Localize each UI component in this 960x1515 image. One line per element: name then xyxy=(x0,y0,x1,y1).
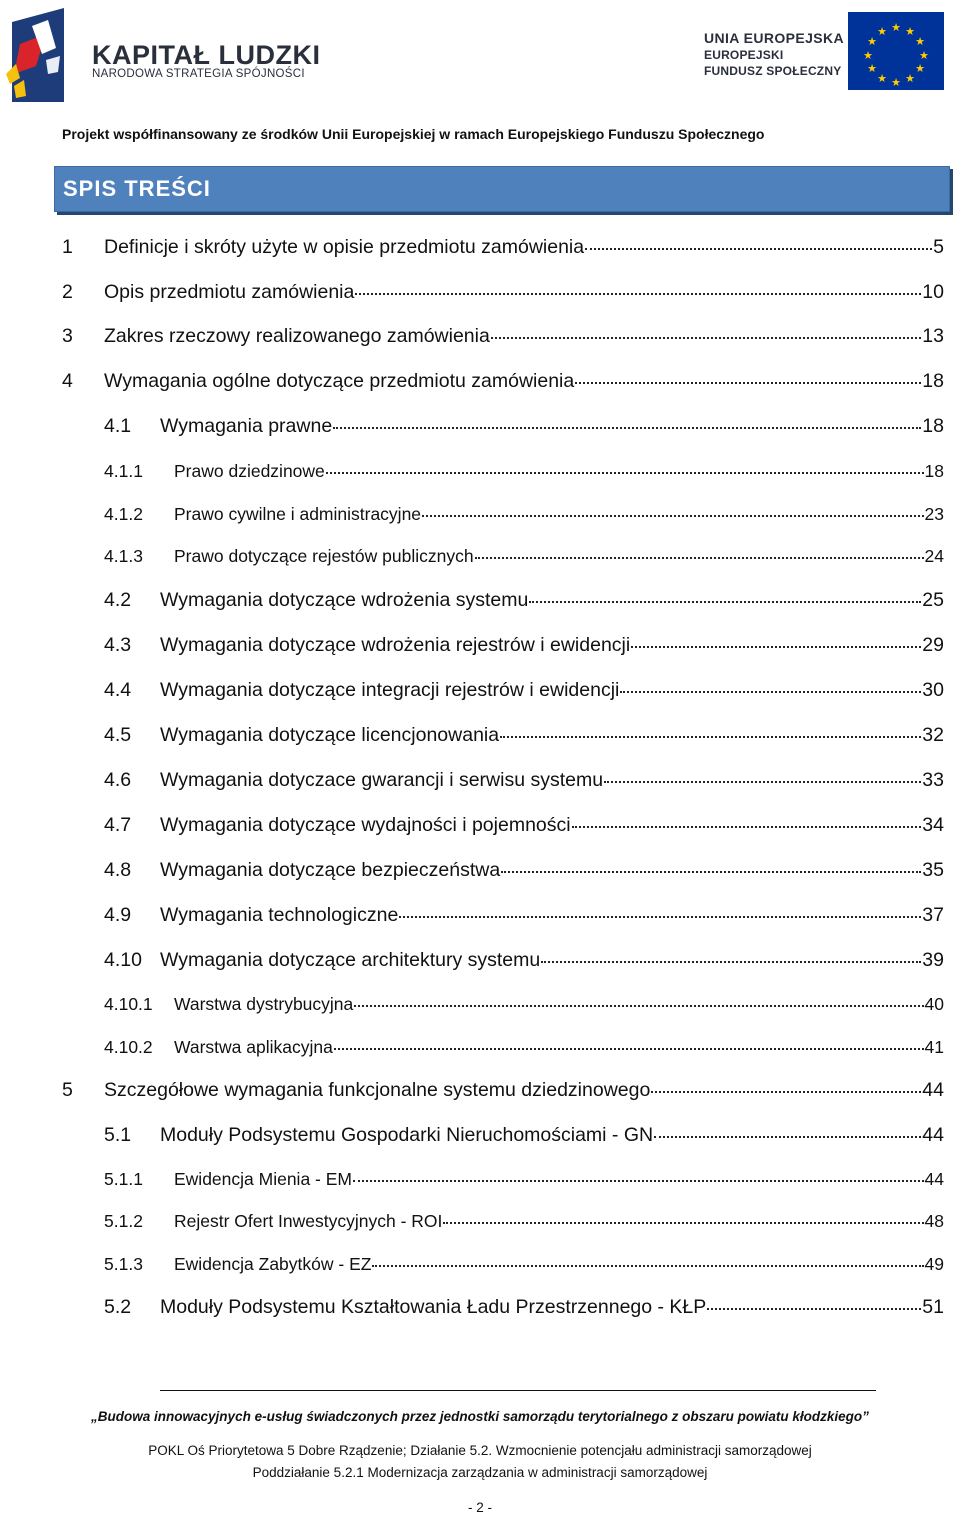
toc-leader-dots xyxy=(353,1180,924,1182)
toc-entry-title: Wymagania dotyczące architektury systemu xyxy=(160,949,541,971)
svg-text:★: ★ xyxy=(867,62,877,75)
toc-entry-number: 5.1.1 xyxy=(104,1169,143,1189)
toc-leader-dots xyxy=(631,646,921,648)
toc-entry-number: 4.10.2 xyxy=(104,1037,153,1057)
toc-entry-page: 34 xyxy=(922,814,944,836)
toc-leader-dots xyxy=(541,961,921,963)
kapital-ludzki-subtitle: NARODOWA STRATEGIA SPÓJNOŚCI xyxy=(92,68,305,80)
toc-entry-title: Wymagania prawne xyxy=(160,415,333,437)
toc-entry-page: 44 xyxy=(924,1169,944,1189)
toc-entry-title: Wymagania technologiczne xyxy=(160,904,399,926)
toc-entry-title: Ewidencja Mienia - EM xyxy=(174,1169,352,1189)
toc-entry-page: 29 xyxy=(922,634,944,656)
toc-entry-title: Definicje i skróty użyte w opisie przedmiotu zamówienia xyxy=(104,236,585,258)
toc-entry-title: Szczegółowe wymagania funkcjonalne systemu dziedzinowego xyxy=(104,1079,651,1101)
toc-leader-dots xyxy=(529,601,921,603)
toc-entry-page: 5 xyxy=(933,236,944,258)
toc-entry-number: 3 xyxy=(62,325,73,347)
toc-leader-dots xyxy=(707,1308,921,1310)
toc-entry[interactable] xyxy=(104,1254,944,1275)
toc-entry[interactable] xyxy=(104,904,944,927)
toc-entry[interactable] xyxy=(62,281,944,304)
project-cofinancing-line: Projekt współfinansowany ze środków Unii Europejskiej w ramach Europejskiego Funduszu Społecznego xyxy=(62,126,765,142)
toc-entry-number: 4.10.1 xyxy=(104,994,153,1014)
toc-entry-title: Wymagania ogólne dotyczące przedmiotu zamówienia xyxy=(104,370,575,392)
toc-entry[interactable] xyxy=(104,1169,944,1190)
svg-text:★: ★ xyxy=(891,76,901,89)
toc-leader-dots xyxy=(443,1222,923,1224)
toc-entry-title: Zakres rzeczowy realizowanego zamówienia xyxy=(104,325,490,347)
toc-leader-dots xyxy=(651,1091,921,1093)
toc-entry-number: 5 xyxy=(62,1079,73,1101)
toc-entry-number: 4.8 xyxy=(104,859,132,881)
toc-entry[interactable] xyxy=(62,236,944,259)
toc-entry-page: 23 xyxy=(924,504,944,524)
toc-entry-number: 4.7 xyxy=(104,814,132,836)
toc-entry[interactable] xyxy=(104,949,944,972)
toc-entry-page: 41 xyxy=(924,1037,944,1057)
toc-entry-title: Wymagania dotyczące licencjonowania xyxy=(160,724,500,746)
toc-entry-number: 4.1 xyxy=(104,415,132,437)
toc-entry-page: 24 xyxy=(924,546,944,566)
toc-entry-number: 5.2 xyxy=(104,1296,132,1318)
toc-entry-number: 1 xyxy=(62,236,73,258)
toc-leader-dots xyxy=(354,1005,923,1007)
toc-leader-dots xyxy=(654,1136,921,1138)
toc-leader-dots xyxy=(334,1048,924,1050)
toc-entry-page: 18 xyxy=(924,461,944,481)
toc-leader-dots xyxy=(333,427,921,429)
toc-entry-title: Wymagania dotyczące wydajności i pojemności xyxy=(160,814,571,836)
toc-entry-page: 25 xyxy=(922,589,944,611)
toc-entry-number: 5.1.3 xyxy=(104,1254,143,1274)
toc-entry-title: Wymagania dotyczace gwarancji i serwisu systemu xyxy=(160,769,604,791)
footer-project-title: „Budowa innowacyjnych e-usług świadczonych przez jednostki samorządu terytorialnego z obszaru powiatu kłodzkiego” xyxy=(91,1409,869,1424)
eu-fund-label-2: FUNDUSZ SPOŁECZNY xyxy=(704,64,842,78)
toc-leader-dots xyxy=(399,916,921,918)
toc-entry-page: 40 xyxy=(924,994,944,1014)
toc-entry-page: 51 xyxy=(922,1296,944,1318)
toc-entry-page: 39 xyxy=(922,949,944,971)
toc-entry-title: Wymagania dotyczące wdrożenia systemu xyxy=(160,589,529,611)
toc-entry-title: Moduły Podsystemu Kształtowania Ładu Przestrzennego - KŁP xyxy=(160,1296,707,1318)
svg-text:★: ★ xyxy=(877,72,887,85)
toc-entry[interactable] xyxy=(104,859,944,882)
toc-entry-number: 4.5 xyxy=(104,724,132,746)
svg-text:★: ★ xyxy=(867,35,877,48)
toc-entry[interactable] xyxy=(104,724,944,747)
toc-entry-title: Wymagania dotyczące wdrożenia rejestrów i ewidencji xyxy=(160,634,631,656)
toc-entry-page: 33 xyxy=(922,769,944,791)
toc-entry-number: 4.1.1 xyxy=(104,461,143,481)
toc-entry[interactable] xyxy=(62,325,944,348)
toc-entry-number: 4.10 xyxy=(104,949,142,971)
toc-entry[interactable] xyxy=(104,589,944,612)
kapital-ludzki-logo-icon xyxy=(6,4,68,106)
eu-union-label: UNIA EUROPEJSKA xyxy=(704,30,845,46)
toc-entry-number: 4.6 xyxy=(104,769,132,791)
toc-entry-page: 10 xyxy=(922,281,944,303)
toc-entry[interactable] xyxy=(104,769,944,792)
page-number: - 2 - xyxy=(467,1500,492,1515)
toc-leader-dots xyxy=(326,472,924,474)
svg-text:★: ★ xyxy=(915,35,925,48)
toc-entry-title: Prawo dziedzinowe xyxy=(174,461,325,481)
toc-entry-title: Opis przedmiotu zamówienia xyxy=(104,281,355,303)
toc-entry-number: 4 xyxy=(62,370,73,392)
toc-entry-page: 37 xyxy=(922,904,944,926)
toc-entry-title: Ewidencja Zabytków - EZ xyxy=(174,1254,372,1274)
svg-text:★: ★ xyxy=(863,49,873,62)
toc-entry[interactable] xyxy=(104,1296,944,1319)
footer-program-line: POKL Oś Priorytetowa 5 Dobre Rządzenie; Działanie 5.2. Wzmocnienie potencjału administracji samorządowej xyxy=(148,1443,812,1458)
toc-leader-dots xyxy=(422,515,923,517)
toc-entry-page: 30 xyxy=(922,679,944,701)
toc-entry-page: 18 xyxy=(922,415,944,437)
eu-flag-icon xyxy=(848,12,944,90)
toc-entry[interactable] xyxy=(104,461,944,482)
toc-leader-dots xyxy=(585,248,932,250)
footer-divider xyxy=(160,1390,876,1391)
toc-entry[interactable] xyxy=(104,1037,944,1058)
toc-entry-page: 49 xyxy=(924,1254,944,1274)
toc-entry-number: 4.4 xyxy=(104,679,132,701)
page-header xyxy=(0,0,960,142)
toc-entry[interactable] xyxy=(104,994,944,1015)
toc-entry-title: Warstwa dystrybucyjna xyxy=(174,994,354,1014)
svg-text:★: ★ xyxy=(877,25,887,38)
toc-entry-page: 32 xyxy=(922,724,944,746)
toc-entry-number: 2 xyxy=(62,281,73,303)
toc-leader-dots xyxy=(575,382,921,384)
toc-entry-title: Prawo dotyczące rejestów publicznych xyxy=(174,546,474,566)
toc-entry-page: 18 xyxy=(922,370,944,392)
toc-entry-title: Rejestr Ofert Inwestycyjnych - ROI xyxy=(174,1211,443,1231)
toc-leader-dots xyxy=(475,557,924,559)
toc-entry-title: Wymagania dotyczące integracji rejestrów i ewidencji xyxy=(160,679,620,701)
toc-entry[interactable] xyxy=(62,370,944,393)
toc-entry-number: 4.1.3 xyxy=(104,546,143,566)
toc-entry-number: 5.1.2 xyxy=(104,1211,143,1231)
toc-entry[interactable] xyxy=(62,1079,944,1102)
toc-leader-dots xyxy=(491,337,921,339)
kapital-ludzki-title: KAPITAŁ LUDZKI xyxy=(92,40,321,70)
toc-entry-page: 44 xyxy=(922,1079,944,1101)
svg-text:★: ★ xyxy=(891,21,901,34)
toc-entry[interactable] xyxy=(104,504,944,525)
toc-entry[interactable] xyxy=(104,1124,944,1147)
svg-text:★: ★ xyxy=(915,62,925,75)
svg-text:★: ★ xyxy=(905,25,915,38)
toc-entry-title: Wymagania dotyczące bezpieczeństwa xyxy=(160,859,501,881)
footer-subaction-line: Poddziałanie 5.2.1 Modernizacja zarządzania w administracji samorządowej xyxy=(252,1465,708,1480)
toc-entry[interactable] xyxy=(104,1211,944,1232)
toc-entry-number: 5.1 xyxy=(104,1124,132,1146)
toc-heading: SPIS TREŚCI xyxy=(54,166,950,212)
toc-entry-page: 44 xyxy=(922,1124,944,1146)
toc-leader-dots xyxy=(604,781,921,783)
toc-entry-title: Prawo cywilne i administracyjne xyxy=(174,504,422,524)
toc-leader-dots xyxy=(372,1265,923,1267)
toc-entry[interactable] xyxy=(104,415,944,438)
toc-leader-dots xyxy=(620,691,921,693)
toc-entry-page: 48 xyxy=(924,1211,944,1231)
svg-text:★: ★ xyxy=(919,49,929,62)
toc-leader-dots xyxy=(500,736,921,738)
eu-fund-label-1: EUROPEJSKI xyxy=(704,48,784,62)
toc-entry-title: Warstwa aplikacyjna xyxy=(174,1037,333,1057)
toc-entry[interactable] xyxy=(104,814,944,837)
toc-entry[interactable] xyxy=(104,679,944,702)
eu-text-block xyxy=(704,30,844,78)
toc-entry-number: 4.2 xyxy=(104,589,132,611)
toc-leader-dots xyxy=(572,826,922,828)
toc-entry-number: 4.9 xyxy=(104,904,132,926)
toc-entry[interactable] xyxy=(104,634,944,657)
svg-text:★: ★ xyxy=(905,72,915,85)
toc-entry-page: 35 xyxy=(922,859,944,881)
toc-entry-number: 4.1.2 xyxy=(104,504,143,524)
toc-entry-page: 13 xyxy=(922,325,944,347)
toc-entry-number: 4.3 xyxy=(104,634,132,656)
toc-leader-dots xyxy=(355,293,921,295)
toc-entry[interactable] xyxy=(104,546,944,567)
toc-leader-dots xyxy=(501,871,921,873)
toc-entry-title: Moduły Podsystemu Gospodarki Nieruchomościami - GN xyxy=(160,1124,654,1146)
